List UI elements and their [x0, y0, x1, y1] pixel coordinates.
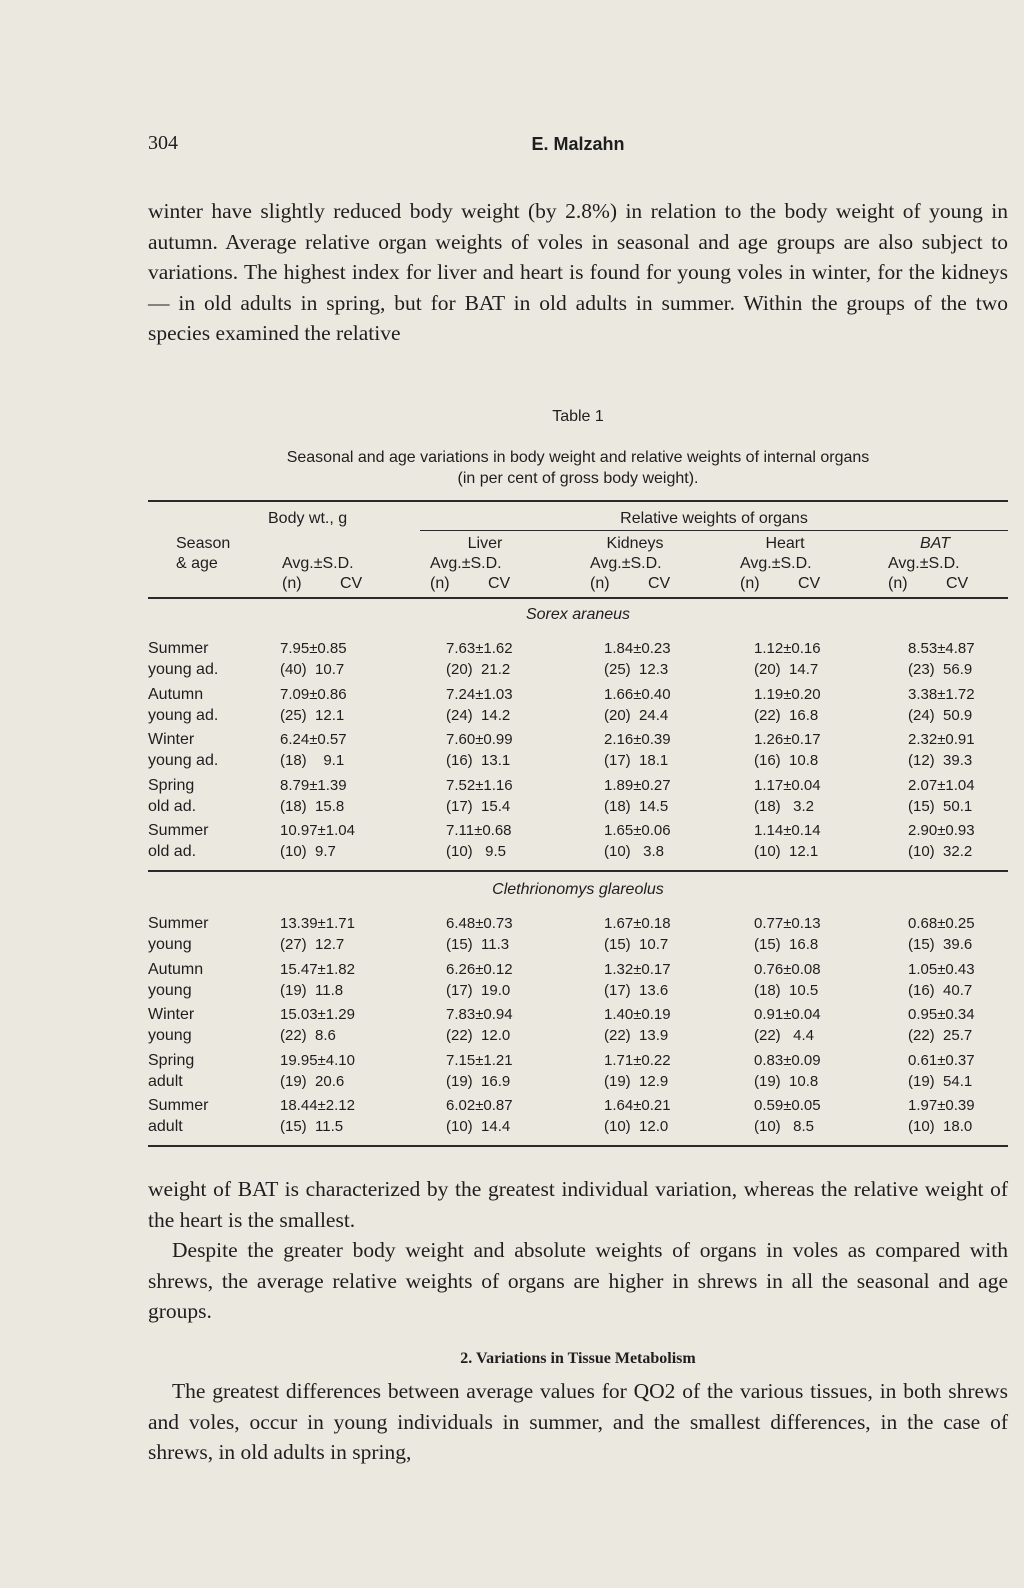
cell-avg-sd: 8.53±4.87	[908, 640, 975, 657]
header-avg-sd: Avg.±S.D.	[888, 555, 960, 572]
cell-avg-sd: 1.97±0.39	[908, 1097, 975, 1114]
cell-avg-sd: 8.79±1.39	[280, 776, 347, 794]
cell-avg-sd: 0.91±0.04	[754, 1006, 821, 1023]
table-cell	[754, 1004, 821, 1046]
cell-n-cv: (20) 21.2	[446, 661, 511, 678]
cell-n-cv: (17) 13.6	[604, 981, 669, 999]
table-cell	[604, 1050, 671, 1092]
header-n: (n)	[740, 575, 760, 592]
cell-n-cv: (19) 11.8	[280, 981, 344, 999]
header-avg-sd: Avg.±S.D.	[590, 555, 662, 572]
page-header	[148, 132, 1008, 162]
cell-n-cv: (17) 18.1	[604, 752, 669, 769]
row-age: young ad.	[148, 706, 219, 724]
table-cell	[908, 1095, 975, 1137]
row-season: Spring	[148, 1051, 195, 1069]
paragraph-4: The greatest differences between average values for QO2 of the various tissues, in both shrews and voles, occur in young individuals in summer, and the smallest differences, in the case of shrews, in old adults in spring,	[148, 1379, 1008, 1464]
header-cv: CV	[488, 575, 511, 592]
cell-n-cv: (15) 50.1	[908, 797, 973, 815]
table-cell	[446, 959, 513, 1001]
row-season: Spring	[148, 776, 195, 794]
table-row	[148, 684, 1008, 730]
table-row	[148, 638, 1008, 684]
cell-n-cv: (15) 10.7	[604, 936, 669, 953]
cell-n-cv: (17) 19.0	[446, 981, 511, 999]
cell-n-cv: (18) 14.5	[604, 797, 669, 815]
cell-n-cv: (10) 12.1	[754, 843, 819, 860]
table-cell	[754, 729, 821, 771]
table-cell	[754, 684, 821, 726]
cell-n-cv: (16) 40.7	[908, 981, 973, 999]
table-cell	[280, 820, 355, 862]
table-cell	[754, 1095, 821, 1137]
header-n: (n)	[282, 575, 302, 592]
cell-avg-sd: 7.95±0.85	[280, 640, 347, 657]
table-cell	[446, 1050, 513, 1092]
table-top-rule	[148, 500, 1008, 502]
species-title-clethrionomys: Clethrionomys glareolus	[492, 881, 664, 898]
cell-n-cv: (27) 12.7	[280, 936, 345, 953]
cell-avg-sd: 0.59±0.05	[754, 1097, 821, 1114]
cell-avg-sd: 6.26±0.12	[446, 960, 513, 978]
cell-avg-sd: 6.24±0.57	[280, 731, 347, 748]
header-heart: Heart	[765, 535, 805, 552]
table-cell	[908, 1050, 975, 1092]
table-cell	[754, 638, 821, 680]
table-cell	[604, 820, 671, 862]
table-cell	[604, 684, 671, 726]
table-cell	[280, 1050, 355, 1092]
species-divider-rule	[148, 870, 1008, 872]
table-cell	[908, 775, 975, 817]
table-cell	[280, 638, 347, 680]
header-bottom-rule	[148, 597, 1008, 599]
cell-n-cv: (15) 11.3	[446, 936, 510, 953]
cell-n-cv: (40) 10.7	[280, 661, 345, 678]
table-row	[148, 1004, 1008, 1050]
table-cell	[908, 959, 975, 1001]
cell-avg-sd: 2.16±0.39	[604, 731, 671, 748]
cell-avg-sd: 7.24±1.03	[446, 685, 513, 703]
cell-n-cv: (10) 12.0	[604, 1118, 669, 1135]
table-label: Table 1	[552, 408, 604, 425]
cell-n-cv: (10) 14.4	[446, 1118, 511, 1135]
cell-n-cv: (10) 32.2	[908, 843, 973, 860]
table-cell	[604, 913, 671, 955]
cell-n-cv: (20) 24.4	[604, 706, 669, 724]
page-number: 304	[148, 132, 178, 154]
table-cell	[280, 959, 355, 1001]
row-age: young ad.	[148, 752, 219, 769]
row-label	[148, 1050, 194, 1092]
cell-avg-sd: 7.52±1.16	[446, 776, 513, 794]
paragraph-1: winter have slightly reduced body weight (by 2.8%) in relation to the body weight of young in autumn. Average relative organ weights of voles in seasonal and age groups are also subject to variations. The highest index for liver and heart is found for young voles in winter, for the kidneys — in old adults in spring, but for BAT in old adults in summer. Within the groups of the two species examined the relative	[148, 199, 1008, 345]
cell-avg-sd: 19.95±4.10	[280, 1051, 355, 1069]
table-row	[148, 729, 1008, 775]
cell-n-cv: (18) 10.5	[754, 981, 819, 999]
row-season: Summer	[148, 1097, 209, 1114]
cell-n-cv: (10) 8.5	[754, 1118, 815, 1135]
cell-n-cv: (18) 9.1	[280, 752, 345, 769]
row-age: young	[148, 936, 192, 953]
cell-n-cv: (22) 25.7	[908, 1027, 973, 1044]
table-cell	[604, 1004, 671, 1046]
cell-n-cv: (15) 39.6	[908, 936, 973, 953]
table-cell	[908, 684, 975, 726]
cell-avg-sd: 7.60±0.99	[446, 731, 513, 748]
cell-n-cv: (22) 16.8	[754, 706, 819, 724]
row-label	[148, 638, 218, 680]
row-label	[148, 684, 218, 726]
table-cell	[446, 1004, 513, 1046]
table-cell	[754, 1050, 821, 1092]
cell-avg-sd: 0.76±0.08	[754, 960, 821, 978]
cell-n-cv: (19) 12.9	[604, 1072, 669, 1090]
header-season: Season	[176, 535, 231, 552]
cell-n-cv: (10) 9.7	[280, 843, 336, 860]
table-cell	[908, 1004, 975, 1046]
table-cell	[280, 1004, 355, 1046]
table-cell	[446, 820, 512, 862]
table-cell	[604, 775, 671, 817]
cell-avg-sd: 1.84±0.23	[604, 640, 671, 657]
cell-n-cv: (25) 12.3	[604, 661, 669, 678]
table-cell	[908, 913, 975, 955]
table-row	[148, 1050, 1008, 1096]
row-season: Winter	[148, 731, 195, 748]
cell-n-cv: (19) 10.8	[754, 1072, 819, 1090]
cell-avg-sd: 1.64±0.21	[604, 1097, 671, 1114]
row-age: young	[148, 981, 192, 999]
row-season: Summer	[148, 640, 209, 657]
cell-n-cv: (24) 50.9	[908, 706, 973, 724]
species-title-sorex: Sorex araneus	[525, 606, 631, 623]
row-season: Autumn	[148, 960, 204, 978]
cell-avg-sd: 1.26±0.17	[754, 731, 821, 748]
header-avg-sd: Avg.±S.D.	[430, 555, 502, 572]
table-row	[148, 913, 1008, 959]
cell-n-cv: (22) 12.0	[446, 1027, 511, 1044]
cell-avg-sd: 13.39±1.71	[280, 915, 355, 932]
cell-n-cv: (12) 39.3	[908, 752, 973, 769]
cell-avg-sd: 0.83±0.09	[754, 1051, 821, 1069]
cell-avg-sd: 7.63±1.62	[446, 640, 513, 657]
table-row	[148, 820, 1008, 866]
header-cv: CV	[946, 575, 969, 592]
cell-avg-sd: 1.12±0.16	[754, 640, 821, 657]
header-age: & age	[176, 555, 218, 572]
table-cell	[446, 684, 513, 726]
cell-avg-sd: 0.95±0.34	[908, 1006, 975, 1023]
cell-n-cv: (16) 10.8	[754, 752, 819, 769]
table-row	[148, 1095, 1008, 1141]
cell-n-cv: (15) 16.8	[754, 936, 819, 953]
table-caption-line-2: (in per cent of gross body weight).	[457, 470, 699, 487]
table-bottom-rule	[148, 1145, 1008, 1147]
row-age: old ad.	[148, 843, 197, 860]
table-caption	[148, 447, 1008, 489]
table-row	[148, 959, 1008, 1005]
table-cell	[604, 1095, 671, 1137]
cell-n-cv: (10) 3.8	[604, 843, 665, 860]
cell-n-cv: (24) 14.2	[446, 706, 511, 724]
table-cell	[446, 638, 513, 680]
cell-n-cv: (22) 13.9	[604, 1027, 669, 1044]
table-caption-line-1: Seasonal and age variations in body weight and relative weights of internal organs	[286, 449, 870, 466]
header-cv: CV	[340, 575, 363, 592]
row-season: Summer	[148, 822, 209, 839]
cell-avg-sd: 7.83±0.94	[446, 1006, 513, 1023]
cell-avg-sd: 1.40±0.19	[604, 1006, 671, 1023]
cell-n-cv: (18) 15.8	[280, 797, 345, 815]
cell-n-cv: (16) 13.1	[446, 752, 511, 769]
table-cell	[446, 1095, 513, 1137]
table-cell	[604, 638, 671, 680]
table-cell	[908, 729, 975, 771]
header-n: (n)	[590, 575, 610, 592]
row-label	[148, 729, 218, 771]
cell-avg-sd: 10.97±1.04	[280, 822, 355, 839]
table-cell	[604, 729, 671, 771]
cell-avg-sd: 1.71±0.22	[604, 1051, 671, 1069]
cell-avg-sd: 2.90±0.93	[908, 822, 975, 839]
row-label	[148, 1004, 194, 1046]
cell-n-cv: (17) 15.4	[446, 797, 511, 815]
row-age: young ad.	[148, 661, 219, 678]
table-row	[148, 775, 1008, 821]
table-cell	[280, 913, 355, 955]
cell-avg-sd: 1.14±0.14	[754, 822, 821, 839]
table-cell	[754, 913, 821, 955]
row-age: adult	[148, 1118, 183, 1135]
cell-avg-sd: 15.47±1.82	[280, 960, 355, 978]
cell-avg-sd: 0.68±0.25	[908, 915, 975, 932]
row-age: adult	[148, 1072, 183, 1090]
table-cell	[446, 775, 513, 817]
cell-avg-sd: 7.15±1.21	[446, 1051, 513, 1069]
paragraph-3: Despite the greater body weight and absolute weights of organs in voles as compared with shrews, the average relative weights of organs are higher in shrews in all the seasonal and age groups.	[148, 1238, 1008, 1323]
table-cell	[280, 729, 347, 771]
table-cell	[908, 820, 975, 862]
row-label	[148, 959, 203, 1001]
cell-n-cv: (20) 14.7	[754, 661, 819, 678]
cell-avg-sd: 18.44±2.12	[280, 1097, 355, 1114]
header-avg-sd: Avg.±S.D.	[282, 555, 354, 572]
header-n: (n)	[888, 575, 908, 592]
table-cell	[446, 729, 513, 771]
table-cell	[754, 820, 821, 862]
header-n: (n)	[430, 575, 450, 592]
cell-avg-sd: 15.03±1.29	[280, 1006, 355, 1023]
row-age: old ad.	[148, 797, 197, 815]
header-avg-sd: Avg.±S.D.	[740, 555, 812, 572]
table-cell	[908, 638, 975, 680]
table-body-sorex	[148, 638, 1008, 866]
table-cell	[280, 1095, 355, 1137]
cell-avg-sd: 7.11±0.68	[446, 822, 512, 839]
row-season: Autumn	[148, 685, 204, 703]
table-cell	[280, 684, 347, 726]
table-cell	[754, 959, 821, 1001]
row-label	[148, 775, 196, 817]
cell-avg-sd: 0.77±0.13	[754, 915, 821, 932]
cell-avg-sd: 1.32±0.17	[604, 960, 671, 978]
cell-n-cv: (15) 11.5	[280, 1118, 344, 1135]
row-season: Winter	[148, 1006, 195, 1023]
header-body-wt: Body wt., g	[268, 510, 348, 527]
header-kidneys: Kidneys	[606, 535, 664, 552]
cell-avg-sd: 1.67±0.18	[604, 915, 671, 932]
cell-avg-sd: 6.48±0.73	[446, 915, 513, 932]
cell-avg-sd: 3.38±1.72	[908, 685, 975, 703]
table-body-clethrionomys	[148, 913, 1008, 1141]
cell-avg-sd: 7.09±0.86	[280, 685, 347, 703]
cell-avg-sd: 1.65±0.06	[604, 822, 671, 839]
cell-n-cv: (18) 3.2	[754, 797, 815, 815]
table-cell	[280, 775, 347, 817]
row-age: young	[148, 1027, 192, 1044]
row-label	[148, 1095, 208, 1137]
cell-n-cv: (10) 18.0	[908, 1118, 973, 1135]
cell-avg-sd: 6.02±0.87	[446, 1097, 513, 1114]
running-head-author: E. Malzahn	[531, 134, 625, 154]
header-cv: CV	[798, 575, 821, 592]
table-cell	[604, 959, 671, 1001]
cell-n-cv: (22) 4.4	[754, 1027, 815, 1044]
cell-n-cv: (19) 16.9	[446, 1072, 511, 1090]
cell-avg-sd: 1.05±0.43	[908, 960, 975, 978]
row-label	[148, 820, 208, 862]
row-season: Summer	[148, 915, 209, 932]
cell-avg-sd: 1.19±0.20	[754, 685, 821, 703]
header-relative-weights: Relative weights of organs	[620, 510, 808, 527]
cell-n-cv: (10) 9.5	[446, 843, 507, 860]
section-heading: 2. Variations in Tissue Metabolism	[460, 1350, 696, 1367]
cell-avg-sd: 0.61±0.37	[908, 1051, 975, 1069]
cell-avg-sd: 2.32±0.91	[908, 731, 975, 748]
paragraph-2: weight of BAT is characterized by the greatest individual variation, whereas the relative weight of the heart is the smallest.	[148, 1177, 1008, 1232]
cell-n-cv: (19) 20.6	[280, 1072, 345, 1090]
cell-n-cv: (19) 54.1	[908, 1072, 973, 1090]
row-label	[148, 913, 208, 955]
cell-n-cv: (22) 8.6	[280, 1027, 336, 1044]
header-liver: Liver	[467, 535, 503, 552]
table-cell	[446, 913, 513, 955]
cell-avg-sd: 1.66±0.40	[604, 685, 671, 703]
header-cv: CV	[648, 575, 671, 592]
header-bat: BAT	[920, 535, 950, 552]
header-sub-rule	[420, 530, 1008, 531]
cell-n-cv: (25) 12.1	[280, 706, 345, 724]
cell-avg-sd: 2.07±1.04	[908, 776, 975, 794]
cell-avg-sd: 1.17±0.04	[754, 776, 821, 794]
cell-n-cv: (23) 56.9	[908, 661, 973, 678]
table-cell	[754, 775, 821, 817]
cell-avg-sd: 1.89±0.27	[604, 776, 671, 794]
